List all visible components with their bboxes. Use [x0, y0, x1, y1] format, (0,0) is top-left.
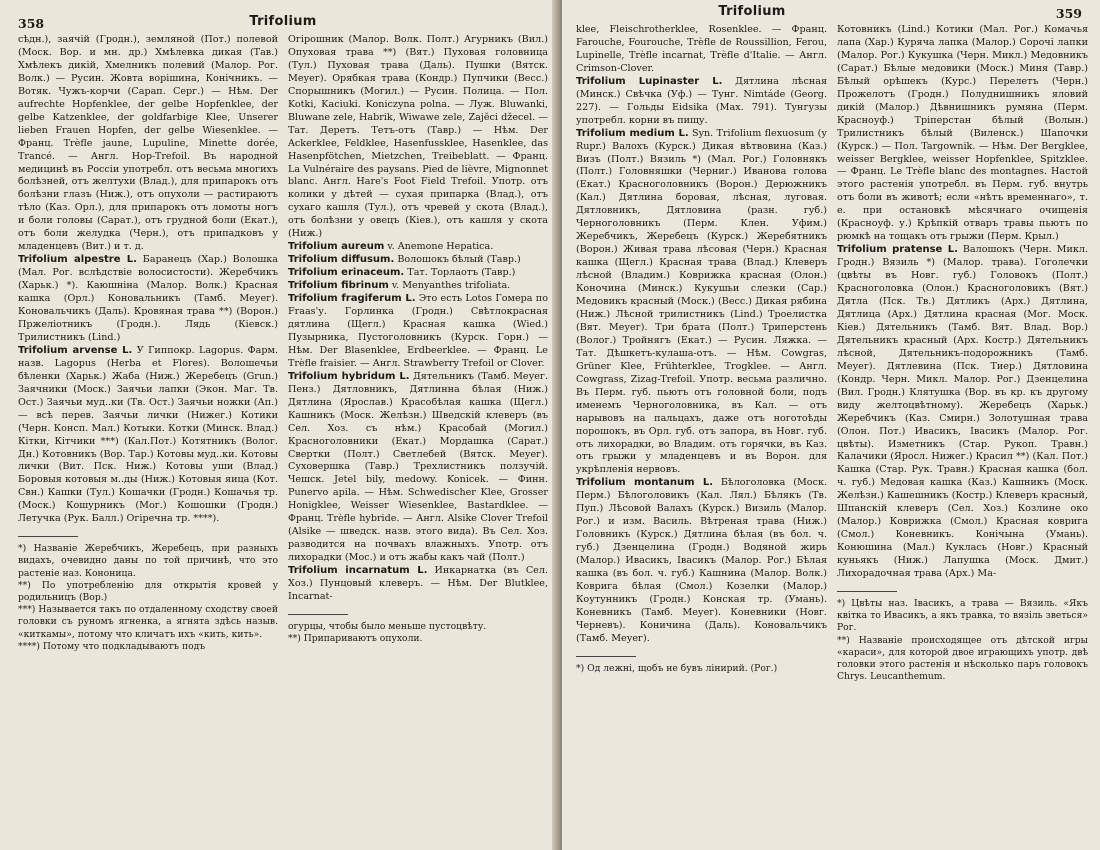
- entry: klee, Fleischrotherklee, Rosenklee. — Франц. Farouche, Fourouche, Trèfle de Roussillion, Ferou, Lupinelle, Trèfle incarnat, Trèfle d'Italie. — Англ. Crimson-Clover.: [576, 24, 827, 74]
- entry: Trifolium fragiferum L. Это есть Lotos Гомера по Fraas'у. Горлинка (Гродн.) Свѣтлокрасная дятлина (Щегл.) Красная кашка (Wied.) Пузырника, Пустоголовникъ (Курск. Горн.) — Нѣм. Der Blasenklee, Erdbeerklee. — Франц. Le Trèfle fraisier. — Англ. Strawberry Trefoil or Clover.: [288, 293, 548, 369]
- footnote: **) По употребленію для открытія кровей у родильницъ (Вор.): [18, 579, 278, 604]
- entry: Trifolium montanum L. Бѣлоголовка (Моск. Перм.) Бѣлоголовикъ (Кал. Лял.) Бѣлякъ (Тв. Пуп.) Лѣсовой Валахъ (Курск.) Визиль (Малор. Рог.) и изм. Василь. Вѣтреная трава (Ниж.) Головникъ (Курск.) Дятлина бѣлая (въ бол. ч. губ.) Дзенцелина (Гродн.) Водяной жирь (Малор.) Ивасикъ, Івасикъ (Малор. Рог.) Бѣлая кашка (въ бол. ч. губ.) Кашнина (Малор. Волк.) Коврига бѣлая (Смол.) Козелки (Малор.) Коутунникъ (Гродн.) Конская тр. (Умань). Коневникъ (Тамб. Меуег). Коневники (Новг. Черневъ). Коничина (Даль). Коновальчикъ (Тамб. Меуег).: [576, 477, 827, 644]
- footnote: ****) Потому что подкладываютъ подъ: [18, 640, 206, 652]
- entry: Trifolium hybridum L. Дятельникъ (Тамб. Меуег. Пенз.) Дятловникъ, Дятлинна бѣлая (Ниж.) Дятлина (Ярослав.) Красобѣлая кашка (Щегл.) Кашникъ (Моск. Желѣзн.) Шведскій клеверъ (въ Сел. Хоз. съ нѣм.) Красобай (Могил.) Красноголовники (Екат.) Мордашка (Сарат.) Свертки (Полт.) Светлебей (Вятск. Меуег). Суховершка (Тавр.) Трехлистникъ ползучій. Чешск. Jetel bily, medowy. Konicek. — Финн. Punervo apila. — Нѣм. Schwedischer Klee, Grosser Honigklee, Weisser Wiesenklee, Bastardklee. — Франц. Trèfle hybride. — Англ. Alsike Clover Trefoil (Alsike — шведск. назв. этого вида). Въ Сел. Хоз. разводится на почвахъ влажныхъ. Употр. отъ лихорадки (Мос.) и отъ жабы какъ чай (Полт.): [288, 370, 548, 564]
- right-page-header: [576, 4, 1088, 24]
- footnote: ***) Называется такъ по отдаленному сходству своей головки съ руномъ ягненка, а ягнята здѣсь назыв. «киткамы», потому что кличатъ ихъ «кить, кить».: [18, 604, 278, 640]
- entry: Trifolium medium L. Syn. Trifolium flexuosum (у Rupr.) Валохъ (Курск.) Дикая вѣтвовина (Каз.) Визъ (Полт.) Вязиль *) (Мал. Рог.) Головнякъ (Полт.) Головняшки (Черниг.) Иванова голова (Екат.) Красноголовникъ (Ворон.) Дерюжникъ (Кал.) Дятлина боровая, лѣсная, луговая. Дятловникъ, Дятловина (разн. губ.) Черноголовникъ (Перм. Клен. Уфим.) Жеребчикъ, Жеребецъ (Курск.) Жеребятникъ (Ворон.) Живая трава лѣсовая (Черн.) Красная кашка (Щегл.) Красная трава (Влад.) Клеверъ лѣсной (Владим.) Коврижка красная (Олон.) Коночина (Минск.) Кукушьи слезки (Сар.) Медовикъ красный (Моск.) (Весс.) Дикая рябина (Ниж.) Лѣсной трилистникъ (Lind.) Троелистка (Вят. Меуег). Три брата (Полт.) Триперстень (Волог.) Тройнягъ (Екат.) — Русин. Ляжка. — Тат. Дѣшкетъ-кулаша-отъ. — Нѣм. Cowgras, Grüner Klee, Frühterklee, Trogklee. — Англ. Cowgrass, Zizag-Trefoil. Употр. весьма различно. Въ Перм. губ. пьютъ отъ головной боли, подъ именемъ Черноголовника, въ Кал. — отъ нарывовъ на пальцахъ, даже отъ ноготоѣды порошокъ, въ Орл. губ. отъ запора, въ Новг. губ. отъ лихорадки, во Владим. отъ горячки, въ Каз. отъ грыжи у младенцевъ и въ Ворон. для укрѣпленія нервовъ.: [576, 127, 827, 476]
- left-page-title: Trifolium: [249, 14, 317, 29]
- left-page-header: [18, 14, 548, 34]
- entry: Trifolium alpestre L. Баранецъ (Хар.) Волошка (Мал. Рог. вслѣдствіе волосистости). Жеребчикъ (Харьк.) *). Каюшніна (Малор. Волк.) Красная кашка (Орл.) Коновальникъ (Тамб. Меуег). Коновальчикъ (Даль). Кровяная трава **) (Ворон.) Пржеліотникъ (Гродн.). Лядь (Кіевск.) Трилистникъ (Lind.): [18, 254, 278, 343]
- entry: Trifolium incarnatum L. Инкарнатка (въ Сел. Хоз.) Пунцовый клеверъ. — Нѣм. Der Blutklee, Incarnat-: [288, 565, 548, 602]
- entry-term: Trifolium arvense L.: [18, 344, 133, 356]
- right-column-1: [576, 24, 827, 683]
- footnote-separator: [576, 656, 636, 657]
- footnote-separator: [288, 614, 348, 615]
- entry: Trifolium erinaceum. Тат. Торлаотъ (Тавр.): [288, 267, 516, 279]
- entry: Trifolium fibrinum v. Menyanthes trifoliata.: [288, 280, 511, 292]
- footnote-separator: [18, 536, 78, 537]
- footnote: **) Названіе происходящее отъ дѣтской игры «караси», для которой двое играющихъ употр. двѣ головки этого растенія и нѣсколько паръ головокъ Chrys. Leucanthemum.: [837, 634, 1088, 683]
- entry-term: Trifolium fragiferum L.: [288, 293, 416, 305]
- left-column-2: [288, 34, 548, 653]
- right-page: [562, 0, 1100, 850]
- entry: Trifolium diffusum. Волошокъ бѣлый (Тавр.): [288, 254, 521, 266]
- entry-term: Trifolium montanum L.: [576, 477, 714, 489]
- footnote: огурцы, чтобы было меньше пустоцвѣту.: [288, 620, 487, 632]
- footnote: **) Припариваютъ опухоли.: [288, 633, 423, 645]
- entry: Огірошник (Малор. Волк. Полт.) Агурникъ (Вил.) Опуховая трава **) (Вят.) Пуховая головница (Тул.) Пуховая трава (Даль). Пушки (Вятск. Меуег). Орябкая трава (Кондр.) Пупчики (Весс.) Спорышникъ (Могил.) — Русин. Полица. — Пол. Kotki, Kaciuki. Koniczyna polna. — Луж. Bluwanki, Bluwane zele, Habrik, Wiwawe zele, Zajĕci džecel. — Тат. Деретъ. Тетъ-отъ (Тавр.) — Нѣм. Der Ackerklee, Feldklee, Hasenfussklee, Hasenklee, das Hasenpfötchen, Mietzchen, Treibeblatt. — Франц. La Vulnéraire des paysans. Pied de lièvre, Mignonnet blanc. Англ. Hare's Foot Field Trefoil. Употр. отъ колики у дѣтей — сухая припарка (Влад.), отъ сухаго кашля (Тул.), отъ чревей у скота (Влад.), отъ болѣзни у овецъ (Кіев.), отъ кашля у скота (Ниж.): [288, 34, 548, 240]
- entry-term: Trifolium medium L.: [576, 127, 689, 139]
- footnote: *) Цвѣты наз. Івасикъ, а трава — Вязиль. «Якъ квітка то Ивасикъ, а якъ травка, то вязіль зветься» Рог.: [837, 597, 1088, 634]
- entry: сѣдн.), заячій (Гродн.), земляной (Пот.) полевой (Моск. Вор. и мн. др.) Хмѣлевка дикая (Тав.) Хмѣлекъ дикій, Хмелникъ полевий (Малор. Рог. Волк.) — Русин. Жовта ворiшина, Конічникъ. — Вотяк. Чужъ-корчи (Сарап. Серг.) — Нѣм. Der aufrechte Hopfenklee, der gelbe Hopfenklee, der gelbe Katzenklee, der goldfarbige Klee, Unserer lieben Frauen Hopfen, der gelbe Wiesenklee. — Франц. Trèfle jaune, Lupuline, Minette dorée, Trancé. — Англ. Hop-Trefoil. Въ народной медицинѣ въ Россіи употребл. отъ весьма многихъ болѣзней, отъ желтухи (Влад.), для припарокъ отъ болѣзни глазъ (Ниж.), отъ опухоли — растираютъ тѣло (Каз. Орл.), для припарокъ отъ ломоты ногъ и боли головы (Сарат.), отъ грудной боли (Екат.), отъ боли желудка (Черн.), отъ припадковъ у младенцевъ (Вит.) и т. д.: [18, 34, 278, 253]
- footnote: *) Названіе Жеребчикъ, Жеребецъ, при разныхъ видахъ, очевидно даны по той причинѣ, что это растеніе наз. Кононица.: [18, 543, 278, 579]
- left-page-number: 358: [18, 16, 45, 31]
- left-column-1: [18, 34, 278, 653]
- entry-term: Trifolium aureum: [288, 241, 385, 253]
- entry-term: Trifolium fibrinum: [288, 280, 389, 292]
- entry-term: Trifolium incarnatum L.: [288, 565, 428, 577]
- entry-term: Trifolium hybridum L.: [288, 370, 410, 382]
- entry: Trifolium aureum v. Anemone Hepatica.: [288, 241, 494, 253]
- entry-term: Trifolium diffusum.: [288, 254, 395, 266]
- footnote: *) Од лежні, щобъ не бувъ лінирий. (Рог.): [576, 662, 778, 674]
- footnote-separator: [837, 591, 897, 592]
- entry: Котовникъ (Lind.) Котики (Мал. Рог.) Комачья лапа (Хар.) Куряча лапка (Малор.) Сорочі лапки (Малор. Рог.) Кукушка (Черн. Микл.) Медовникъ (Сарат.) Бѣлые медовики (Моск.) Миня (Тавр.) Бѣлый орѣшекъ (Курс.) Перелетъ (Черн.) Прожелотъ (Гродн.) Полуднишникъ яловий дикій (Малор.) Дѣвнишникъ румяна (Перм. Красноуф.) Трiперстан бѣлый (Волын.) Трилистникъ бѣлый (Виленск.) Шапочки (Курск.) — Пол. Targownik. — Нѣм. Der Bergklee, weisser Bergklee, weisser Hopfenklee, Spitzklee. — Франц. Le Trèfle blanc des montagnes. Настой этого растенія употребл. въ Перм. губ. внутрь отъ боли въ животѣ; если «нѣтъ временнаго», т. е. при остановкѣ мѣсячнаго очищенія (Красноуф. у.) Крѣпкій отваръ травы пьютъ по рюмкѣ на тощакъ отъ грыжи (Перм. Крыл.): [837, 24, 1088, 243]
- entry: Trifolium pratense L. Валошокъ (Черн. Микл. Гродн.) Вязиль *) (Малор. трава). Гоголечки (цвѣты въ Новг. губ.) Головокъ (Полт.) Красноголовка (Олон.) Красноголовикъ (Вят.) Дятла (Пск. Тв.) Дятликъ (Арх.) Дятлина, Дятлица (Арх.) Дятлина красная (Мог. Моск. Кіев.) Дятельникъ (Тамб. Вят. Влад. Вор.) Дятельникъ красный (Арх. Костр.) Дятельникъ лѣсной, Дятельникъ-подорожникъ (Тамб. Меуег). Дятлевина (Пск. Тиер.) Дятловина (Кондр. Черн. Микл. Малор. Рог.) Дзенцелина (Вил. Гродн.) Клятушка (Вор. въ кр. къ другому виду желтоцвѣтному). Жеребецъ (Харьк.) Жеребчикъ (Каз. Смирн.) Золотушная трава (Олон. Пот.) Ивасикъ, Івасикъ (Малор. Рог. цвѣты). Изметникъ (Стар. Рукоп. Травн.) Калачики (Яросл. Нижег.) Красил **) (Кал. Пот.) Кашка (Стар. Рук. Травн.) Красная кашка (бол. ч. губ.) Медовая кашка (Каз.) Кашникъ (Моск. Желѣзн.) Кашешникъ (Костр.) Клеверъ красный, Шпанскій клеверъ (Сел. Хоз.) Козлине око (Малор.) Коврижка (Смол.) Красная коврига (Смол.) Коневникъ. Конічына (Умань). Конюшина (Мал.) Куклась (Новг.) Красный куньякъ (Ниж.) Лапушка (Моск. Дмит.) Лихорадочная трава (Арх.) Ма-: [837, 244, 1088, 580]
- right-column-2: [837, 24, 1088, 683]
- entry-term: Trifolium pratense L.: [837, 244, 958, 256]
- right-page-title: Trifolium: [718, 4, 786, 19]
- entry-term: Trifolium erinaceum.: [288, 267, 405, 279]
- entry: Trifolium Lupinaster L. Дятлина лѣсная (Минск.) Свѣчка (Уф.) — Тунг. Nimtáde (Georg. 227). — Гольды Eidsika (Max. 791). Тунгузы употребл. корни въ пищу.: [576, 75, 827, 126]
- right-page-number: 359: [1055, 6, 1082, 21]
- entry-term: Trifolium alpestre L.: [18, 254, 137, 266]
- entry: Trifolium arvense L. У Гиппокр. Lagopus. Фарм. назв. Lagopus (Herba et Flores). Волошечьи бѣленки (Харьк.) Жаба (Ниж.) Жеребецъ (Grun.) Заячники (Моск.) Заячьи лапки (Экон. Маг. Тв. Ост.) Заячьи муд..ки (Тв. Ост.) Заячьи ножки (Ап.) — всѣ перев. Заячьи лички (Нижег.) Котики (Черн. Консп. Мал.) Котыки. Котки (Минск. Влад.) Кітки, Кітчики ***) (Кал.Пот.) Котятникъ (Волог. Дн.) Котовникъ (Вор. Тар.) Котовы муд..ки. Котовы лички (Вит. Пск. Ниж.) Котовы уши (Влад.) Боровыя котовыя м..ды (Ниж.) Котовыя яица (Кот. Свн.) Кашки (Тул.) Кошачки (Гродн.) Кошачья тр. (Моск.) Кошурникъ (Мог.) Кошошки (Гродн.) Летучка (Рук. Балл.) Огіречна тр. ****).: [18, 344, 278, 525]
- entry-term: Trifolium Lupinaster L.: [576, 75, 723, 87]
